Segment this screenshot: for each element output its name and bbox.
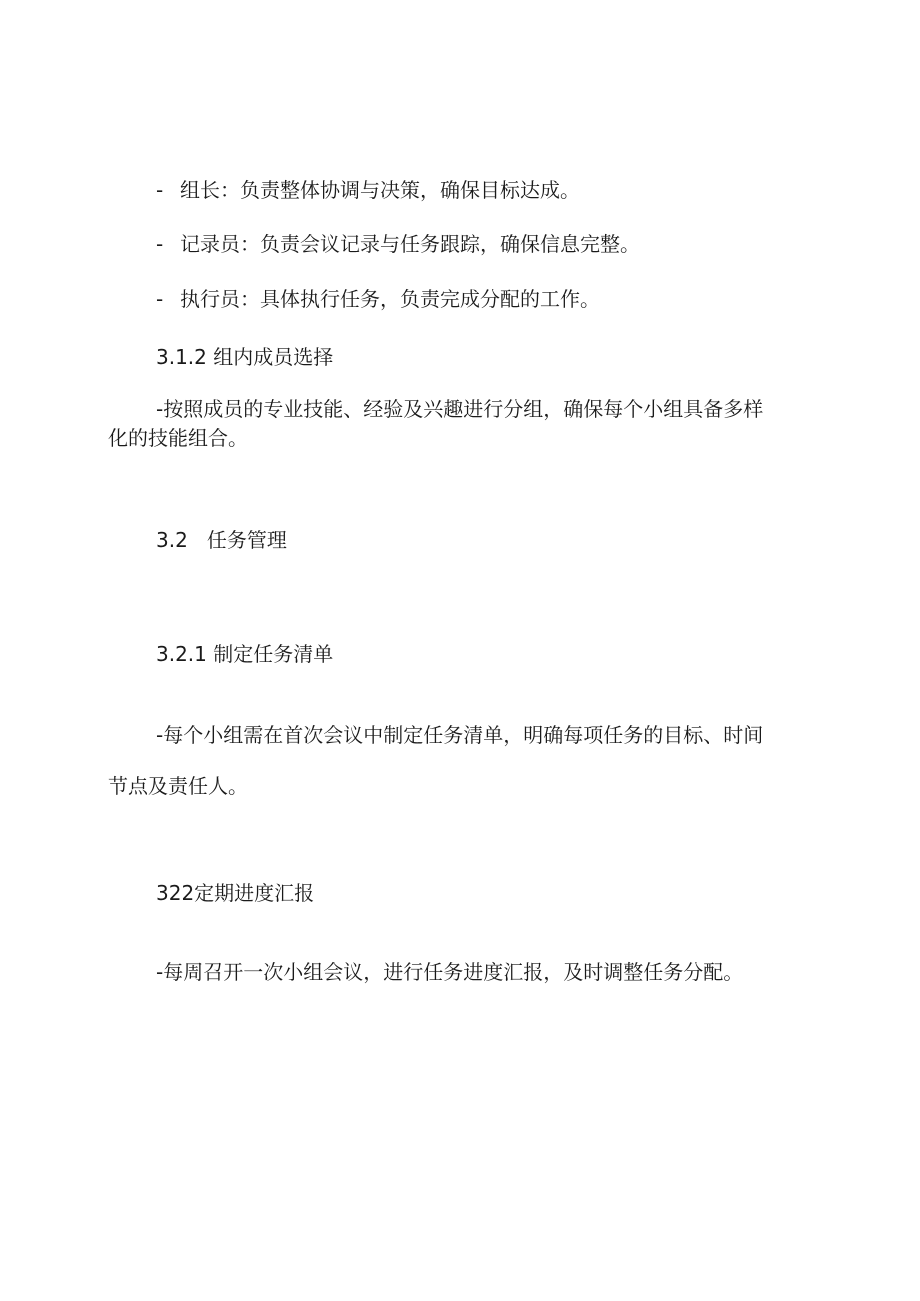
paragraph-3-2-2-line1: -每周召开一次小组会议，进行任务进度汇报，及时调整任务分配。: [156, 960, 744, 984]
role-item-executor: - 执行员：具体执行任务，负责完成分配的工作。: [156, 287, 600, 311]
role-description: 负责会议记录与任务跟踪，确保信息完整。: [260, 232, 640, 256]
paragraph-3-1-2-line1: -按照成员的专业技能、经验及兴趣进行分组，确保每个小组具备多样: [156, 397, 764, 421]
bullet-dash: -: [156, 178, 164, 202]
role-description: 具体执行任务，负责完成分配的工作。: [260, 287, 600, 311]
role-description: 负责整体协调与决策，确保目标达成。: [240, 178, 580, 202]
bullet-dash: -: [156, 287, 164, 311]
paragraph-3-2-1-line1: -每个小组需在首次会议中制定任务清单，明确每项任务的目标、时间: [156, 723, 764, 747]
role-label: 记录员: [180, 232, 240, 256]
bullet-dash: -: [156, 232, 164, 256]
section-heading-3-2-1: 3.2.1 制定任务清单: [156, 642, 334, 666]
paragraph-3-1-2-line2: 化的技能组合。: [108, 426, 248, 450]
role-item-leader: - 组长：负责整体协调与决策，确保目标达成。: [156, 178, 580, 202]
section-heading-3-2: 3.2 任务管理: [156, 528, 287, 552]
section-heading-3-2-2: 322定期进度汇报: [156, 881, 315, 905]
section-heading-3-1-2: 3.1.2 组内成员选择: [156, 345, 334, 369]
role-label: 执行员: [180, 287, 240, 311]
paragraph-3-2-1-line2: 节点及责任人。: [108, 774, 248, 798]
role-label: 组长: [180, 178, 220, 202]
role-item-recorder: - 记录员：负责会议记录与任务跟踪，确保信息完整。: [156, 232, 640, 256]
